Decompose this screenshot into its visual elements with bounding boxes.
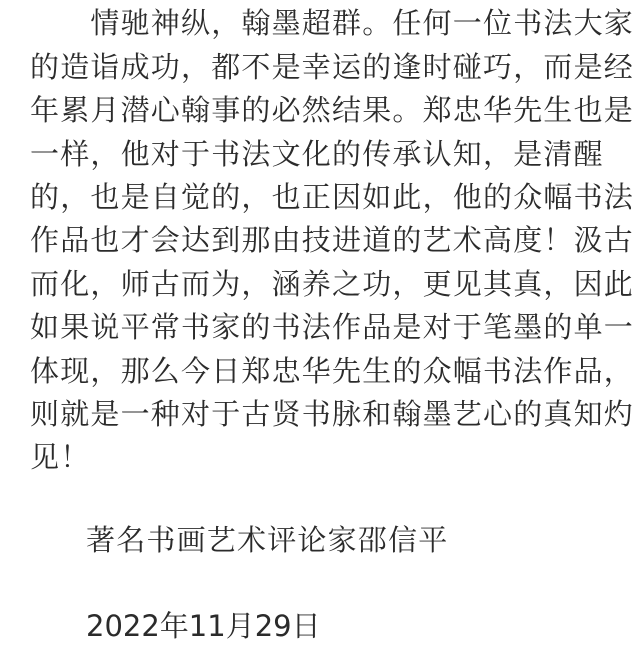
paragraph-line: 如果说平常书家的书法作品是对于笔墨的单一	[30, 310, 635, 344]
paragraph-line: 而化，师古而为，涵养之功，更见其真，因此	[30, 267, 635, 301]
paragraph-line: 体现，那么今日郑忠华先生的众幅书法作品，	[30, 354, 635, 388]
paragraph-line: 的，也是自觉的，也正因如此，他的众幅书法	[30, 180, 635, 214]
paragraph-line: 情驰神纵，翰墨超群。任何一位书法大家	[30, 6, 635, 40]
paragraph-line: 的造诣成功，都不是幸运的逢时碰巧，而是经	[30, 50, 635, 84]
paragraph-line: 一样，他对于书法文化的传承认知，是清醒	[30, 137, 604, 171]
publish-date: 2022年11月29日	[86, 609, 321, 643]
paragraph-line: 则就是一种对于古贤书脉和翰墨艺心的真知灼	[30, 397, 635, 431]
paragraph-line: 年累月潜心翰事的必然结果。郑忠华先生也是	[30, 93, 635, 127]
author-signature: 著名书画艺术评论家邵信平	[86, 523, 449, 557]
paragraph-line: 作品也才会达到那由技进道的艺术高度！汲古	[30, 223, 635, 257]
paragraph-line: 见！	[30, 440, 91, 474]
